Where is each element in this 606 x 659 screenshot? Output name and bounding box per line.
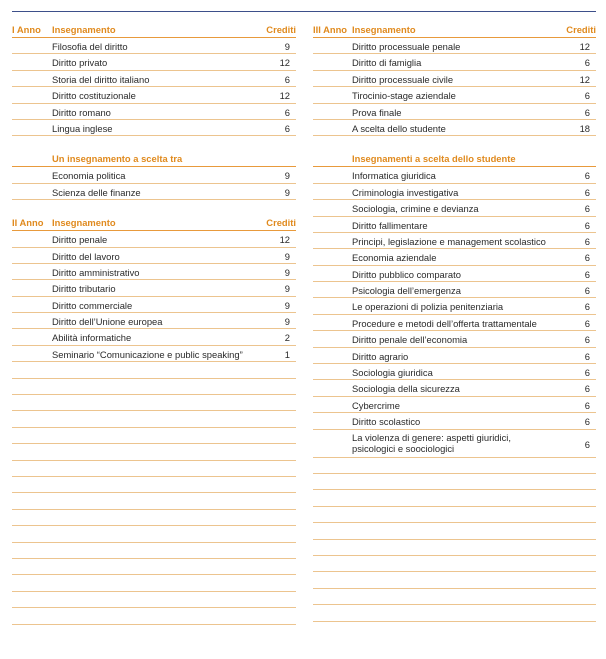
course-row bbox=[313, 87, 596, 103]
course-credits: 9 bbox=[284, 186, 290, 198]
credits-label: Crediti bbox=[266, 24, 296, 35]
course-name: Scienza delle finanze bbox=[52, 186, 141, 198]
course-credits: 1 bbox=[284, 348, 290, 360]
empty-row bbox=[313, 507, 596, 523]
year-label: I Anno bbox=[12, 24, 41, 35]
left-column bbox=[12, 21, 296, 625]
year-label: II Anno bbox=[12, 217, 44, 229]
course-row bbox=[313, 348, 596, 364]
top-rule bbox=[12, 11, 596, 12]
credits-label: Crediti bbox=[266, 217, 296, 229]
course-name: Sociologia, crimine e devianza bbox=[352, 203, 479, 215]
course-row bbox=[313, 167, 596, 183]
course-row bbox=[313, 249, 596, 265]
course-row bbox=[313, 266, 596, 282]
course-name: Filosofia del diritto bbox=[52, 41, 128, 52]
course-credits: 6 bbox=[584, 235, 590, 247]
course-row bbox=[12, 184, 296, 200]
course-row bbox=[12, 54, 296, 70]
course-row bbox=[313, 104, 596, 120]
course-row bbox=[12, 71, 296, 87]
empty-row bbox=[313, 458, 596, 474]
course-row bbox=[12, 104, 296, 120]
table-header bbox=[12, 214, 296, 231]
course-name: Diritto processuale penale bbox=[352, 41, 461, 52]
empty-row bbox=[313, 572, 596, 588]
course-row bbox=[313, 331, 596, 347]
course-credits: 9 bbox=[284, 283, 290, 295]
course-name: Prova finale bbox=[352, 106, 402, 118]
course-row bbox=[313, 200, 596, 216]
course-credits: 6 bbox=[584, 350, 590, 362]
column-label: Insegnamento bbox=[52, 217, 116, 229]
course-row bbox=[313, 430, 596, 458]
empty-row bbox=[12, 379, 296, 395]
year-label: III Anno bbox=[313, 24, 348, 35]
course-row bbox=[12, 264, 296, 280]
course-name: Diritto privato bbox=[52, 57, 108, 69]
course-row bbox=[12, 280, 296, 296]
section-header bbox=[313, 150, 596, 167]
course-credits: 6 bbox=[584, 252, 590, 264]
course-credits: 9 bbox=[284, 266, 290, 278]
course-credits: 6 bbox=[584, 301, 590, 313]
empty-row bbox=[313, 556, 596, 572]
course-row bbox=[313, 364, 596, 380]
course-name: Informatica giuridica bbox=[352, 170, 436, 182]
course-credits: 2 bbox=[284, 332, 290, 344]
course-name: Diritto amministrativo bbox=[52, 266, 140, 278]
course-credits: 6 bbox=[584, 106, 590, 118]
course-name: Diritto fallimentare bbox=[352, 219, 428, 231]
course-row bbox=[313, 184, 596, 200]
section-gap bbox=[12, 136, 296, 150]
empty-row bbox=[12, 575, 296, 591]
course-row bbox=[313, 380, 596, 396]
empty-row bbox=[12, 526, 296, 542]
empty-row bbox=[12, 493, 296, 509]
course-credits: 6 bbox=[584, 285, 590, 297]
course-name: Economia politica bbox=[52, 170, 126, 182]
course-name: Diritto scolastico bbox=[352, 416, 421, 428]
course-credits: 6 bbox=[284, 106, 290, 118]
section-title: Un insegnamento a scelta tra bbox=[52, 153, 183, 165]
course-credits: 12 bbox=[579, 41, 590, 52]
empty-row bbox=[12, 411, 296, 427]
course-row bbox=[313, 282, 596, 298]
course-credits: 6 bbox=[584, 399, 590, 411]
empty-row bbox=[12, 444, 296, 460]
course-row bbox=[313, 54, 596, 70]
course-row bbox=[313, 38, 596, 54]
course-row bbox=[12, 248, 296, 264]
empty-row bbox=[12, 428, 296, 444]
course-credits: 6 bbox=[584, 367, 590, 379]
column-label: Insegnamento bbox=[352, 24, 416, 35]
course-credits: 9 bbox=[284, 41, 290, 52]
course-name: Criminologia investigativa bbox=[352, 186, 459, 198]
course-row bbox=[313, 120, 596, 136]
course-name: Diritto processuale civile bbox=[352, 73, 454, 85]
empty-row bbox=[12, 395, 296, 411]
course-row bbox=[12, 167, 296, 183]
course-name: Principi, legislazione e management scolastico bbox=[352, 235, 546, 247]
course-credits: 12 bbox=[279, 57, 290, 69]
course-credits: 6 bbox=[284, 122, 290, 134]
course-credits: 12 bbox=[279, 90, 290, 102]
empty-row bbox=[12, 362, 296, 378]
course-credits: 6 bbox=[584, 170, 590, 182]
section-gap bbox=[12, 200, 296, 214]
course-credits: 6 bbox=[584, 219, 590, 231]
column-label: Insegnamento bbox=[52, 24, 116, 35]
empty-row bbox=[313, 474, 596, 490]
course-credits: 9 bbox=[284, 299, 290, 311]
empty-row bbox=[12, 608, 296, 624]
empty-row bbox=[313, 540, 596, 556]
course-row bbox=[313, 233, 596, 249]
course-row bbox=[12, 231, 296, 247]
empty-row bbox=[12, 592, 296, 608]
course-credits: 6 bbox=[584, 90, 590, 102]
course-credits: 9 bbox=[284, 250, 290, 262]
course-credits: 6 bbox=[584, 57, 590, 69]
empty-row bbox=[313, 490, 596, 506]
course-credits: 6 bbox=[584, 186, 590, 198]
empty-row bbox=[12, 477, 296, 493]
course-name: Cybercrime bbox=[352, 399, 400, 411]
course-name: Tirocinio-stage aziendale bbox=[352, 90, 456, 102]
empty-row bbox=[313, 523, 596, 539]
section-header bbox=[12, 150, 296, 167]
course-name: Le operazioni di polizia penitenziaria bbox=[352, 301, 504, 313]
course-row bbox=[12, 297, 296, 313]
course-name: Diritto dell’Unione europea bbox=[52, 316, 163, 328]
section-gap bbox=[313, 136, 596, 150]
course-name: Diritto penale dell’economia bbox=[352, 334, 468, 346]
course-credits: 12 bbox=[579, 73, 590, 85]
course-name: Sociologia giuridica bbox=[352, 367, 433, 379]
course-name: Diritto pubblico comparato bbox=[352, 268, 461, 280]
course-name: Psicologia dell’emergenza bbox=[352, 285, 461, 297]
empty-row bbox=[313, 605, 596, 621]
course-credits: 6 bbox=[584, 416, 590, 428]
course-credits: 6 bbox=[284, 73, 290, 85]
credits-label: Crediti bbox=[566, 24, 596, 35]
course-name: Diritto romano bbox=[52, 106, 111, 118]
course-name: Diritto tributario bbox=[52, 283, 116, 295]
course-credits: 6 bbox=[584, 268, 590, 280]
course-name: Procedure e metodi dell’offerta trattamentale bbox=[352, 317, 537, 329]
course-row bbox=[12, 329, 296, 345]
course-row bbox=[313, 397, 596, 413]
course-credits: 6 bbox=[584, 317, 590, 329]
course-credits: 6 bbox=[584, 383, 590, 395]
empty-row bbox=[12, 461, 296, 477]
course-credits: 9 bbox=[284, 316, 290, 328]
empty-row bbox=[313, 589, 596, 605]
course-credits: 6 bbox=[584, 334, 590, 346]
empty-row bbox=[12, 559, 296, 575]
course-row bbox=[12, 87, 296, 103]
table-header bbox=[12, 21, 296, 38]
course-name: Diritto agrario bbox=[352, 350, 409, 362]
course-row bbox=[12, 313, 296, 329]
course-name: Abilità informatiche bbox=[52, 332, 132, 344]
course-name: Sociologia della sicurezza bbox=[352, 383, 460, 395]
course-row bbox=[313, 71, 596, 87]
course-row bbox=[313, 217, 596, 233]
course-credits: 18 bbox=[579, 122, 590, 134]
course-row bbox=[313, 298, 596, 314]
course-credits: 6 bbox=[584, 203, 590, 215]
course-name: Storia del diritto italiano bbox=[52, 73, 150, 85]
course-credits: 12 bbox=[279, 234, 290, 246]
section-title: Insegnamenti a scelta dello studente bbox=[352, 153, 516, 165]
course-name: Economia aziendale bbox=[352, 252, 437, 264]
course-name: Diritto del lavoro bbox=[52, 250, 120, 262]
course-row bbox=[313, 413, 596, 429]
course-credits: 6 bbox=[584, 438, 590, 450]
course-row bbox=[12, 120, 296, 136]
right-column bbox=[313, 21, 596, 622]
course-row bbox=[12, 346, 296, 362]
course-name: Lingua inglese bbox=[52, 122, 113, 134]
empty-row bbox=[12, 543, 296, 559]
course-credits: 9 bbox=[284, 170, 290, 182]
course-name: La violenza di genere: aspetti giuridici, psicologici e soociologici bbox=[352, 431, 511, 454]
course-name: Diritto penale bbox=[52, 234, 108, 246]
course-name: Diritto costituzionale bbox=[52, 90, 136, 102]
course-name: Diritto commerciale bbox=[52, 299, 133, 311]
course-row bbox=[313, 315, 596, 331]
course-name: A scelta dello studente bbox=[352, 122, 446, 134]
empty-row bbox=[12, 510, 296, 526]
course-name: Diritto di famiglia bbox=[352, 57, 422, 69]
course-name: Seminario “Comunicazione e public speaking” bbox=[52, 348, 243, 360]
table-header bbox=[313, 21, 596, 38]
course-row bbox=[12, 38, 296, 54]
